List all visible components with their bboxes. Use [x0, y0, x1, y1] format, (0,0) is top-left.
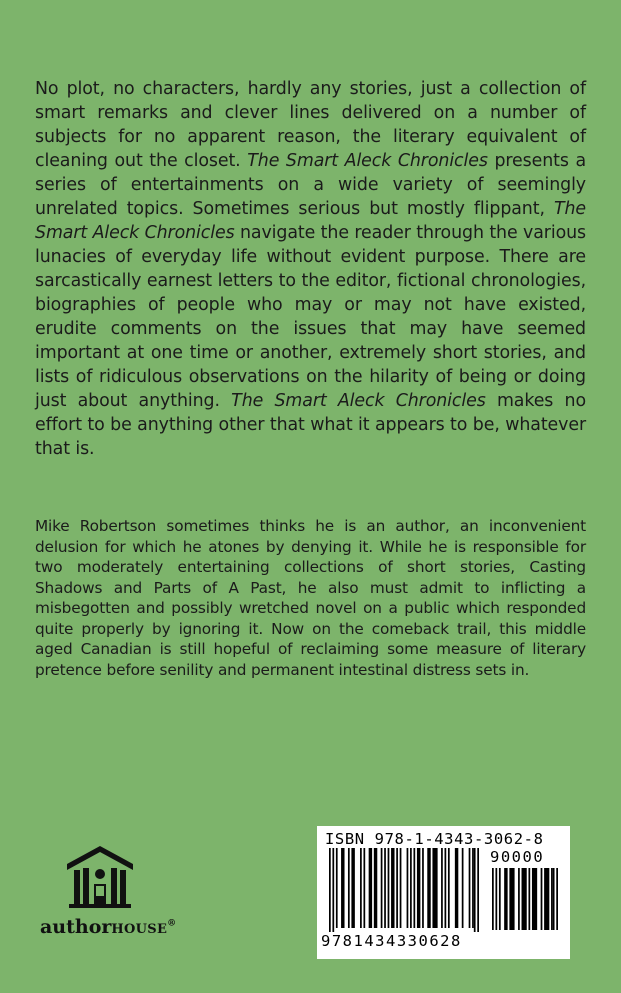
- barcode-bar: [544, 868, 549, 930]
- barcode-bar: [541, 868, 543, 930]
- barcode-bar: [509, 868, 514, 930]
- barcode-bar: [528, 868, 530, 930]
- book-title-3: The Smart Aleck Chronicles: [231, 391, 486, 411]
- barcode-bar: [410, 848, 412, 928]
- barcode-bar: [469, 848, 471, 928]
- barcode-bar: [499, 868, 501, 930]
- barcode-bar: [348, 848, 350, 928]
- author-bio: Mike Robertson sometimes thinks he is an author, an inconvenient delusion for which he atones by denying it. While he is responsible for two moderately entertaining collections of short stories, Casting Shadows and Parts of A Past, he also must admit to inflicting a misbegotten and possibly wretched novel on a public which responded quite properly by ignoring it. Now on the comeback trail, this middle aged Canadian is still hopeful of reclaiming some measure of literary pretence before senility and permanent intestinal distress sets in.: [35, 517, 586, 679]
- barcode-bar: [492, 868, 494, 930]
- barcode-bar: [477, 848, 479, 932]
- barcode-bar: [474, 848, 476, 932]
- barcode-bar: [462, 848, 464, 928]
- barcode-bar: [495, 868, 497, 930]
- barcode-bar: [341, 848, 344, 928]
- book-title-1: The Smart Aleck Chronicles: [247, 151, 488, 171]
- barcode-bar: [400, 848, 402, 928]
- barcode-bar: [374, 848, 377, 928]
- publisher-logo: [40, 838, 200, 948]
- barcode-bar: [472, 848, 474, 928]
- ean-digits: 9781434330628: [321, 932, 462, 950]
- barcode-bar: [448, 848, 450, 928]
- barcode-bar: [432, 848, 437, 928]
- barcode-bar: [381, 848, 383, 928]
- price-code: 90000: [490, 848, 545, 866]
- barcode-bar: [553, 868, 555, 930]
- barcode-bar: [360, 848, 362, 928]
- barcode-bar: [369, 848, 372, 928]
- barcode-bar: [407, 848, 409, 928]
- barcode-bar: [427, 848, 430, 928]
- barcode-bar: [391, 848, 394, 928]
- barcode-bar: [351, 848, 354, 928]
- barcode-bar: [445, 848, 447, 928]
- barcode-bar: [556, 868, 558, 930]
- barcode-bar: [396, 848, 398, 928]
- barcode-bar: [413, 848, 415, 928]
- barcode-bar: [522, 868, 527, 930]
- barcode-bar: [384, 848, 386, 928]
- barcode-bar: [332, 848, 334, 932]
- barcode-bar: [336, 848, 338, 928]
- isbn-label: ISBN 978-1-4343-3062-8: [325, 830, 544, 848]
- book-title-2: The Smart Aleck Chronicles: [35, 199, 586, 243]
- barcode-bar: [518, 868, 520, 930]
- ean-barcode-bars: [329, 848, 479, 934]
- blurb-text-4: makes no effort to be anything other that what it appears to be, whatever that is.: [35, 391, 586, 459]
- blurb-text-3: navigate the reader through the various lunacies of everyday life without evident purpose. There are sarcastically earnest letters to the editor, fictional chronologies, biographies of people who may or may not have existed, erudite comments on the issues that may have seemed important at one time or another, extremely short stories, and lists of ridiculous observations on the hilarity of being or doing just about anything.: [35, 223, 586, 411]
- barcode-bar: [504, 868, 507, 930]
- blurb-text-1: No plot, no characters, hardly any stories, just a collection of smart remarks and clever lines delivered on a number of subjects for no apparent reason, the literary equivalent of cleaning out the closet.: [35, 79, 586, 171]
- barcode-bar: [532, 868, 537, 930]
- barcode-bar: [422, 848, 424, 928]
- barcode-bar: [455, 848, 458, 928]
- barcode-bar: [363, 848, 365, 928]
- house-book-logo-icon: [65, 844, 135, 910]
- isbn-barcode: [317, 826, 570, 959]
- barcode-bar: [441, 848, 443, 928]
- barcode-bar: [551, 868, 553, 930]
- back-cover-blurb: [35, 77, 586, 461]
- addon-barcode-bars: [492, 868, 562, 934]
- barcode-bar: [329, 848, 331, 932]
- blurb-text-2: presents a series of entertainments on a wide variety of seemingly unrelated topics. Sometimes serious but mostly flippant,: [35, 151, 586, 219]
- publisher-name: authorHOUSE®: [40, 916, 177, 938]
- barcode-bar: [388, 848, 390, 928]
- barcode-bar: [417, 848, 420, 928]
